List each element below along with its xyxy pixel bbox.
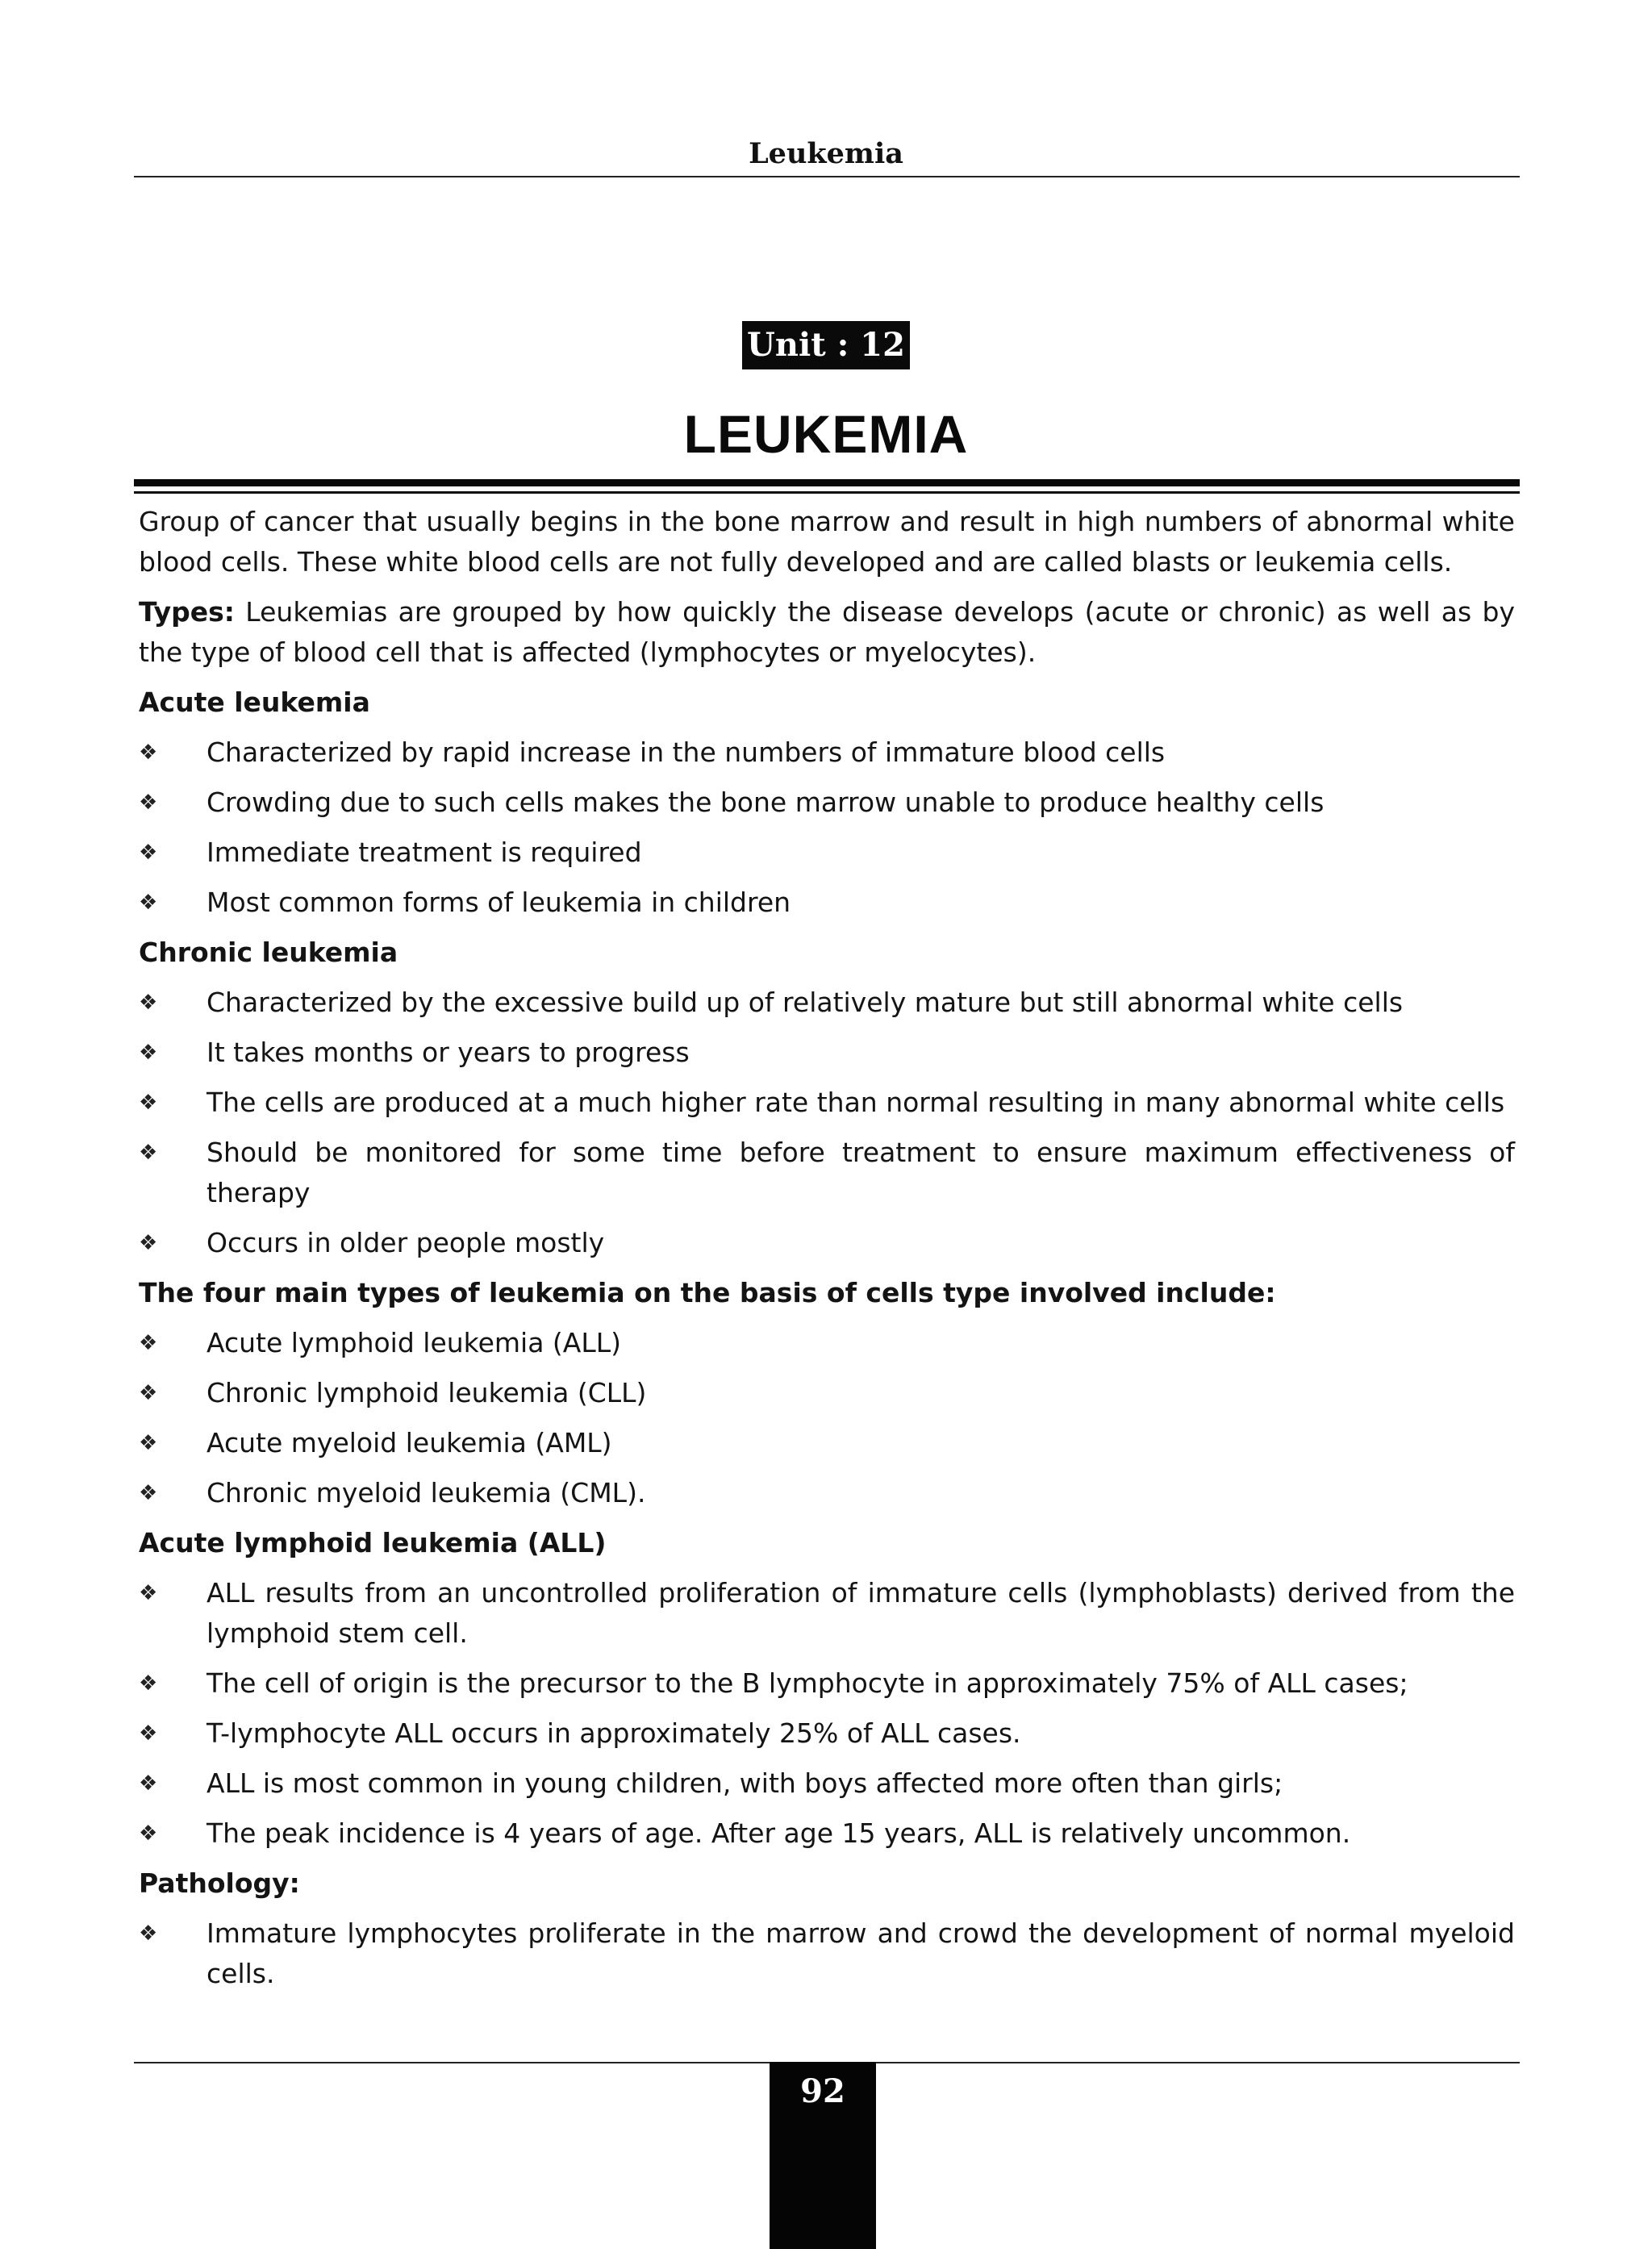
list-item <box>139 1083 1515 1123</box>
diamond-bullet-icon: ❖ <box>139 741 158 765</box>
section-pathology <box>139 1863 1515 1994</box>
bullet-list <box>139 1573 1515 1854</box>
section-heading: Chronic leukemia <box>139 937 398 968</box>
list-item <box>139 832 1515 873</box>
list-item <box>139 983 1515 1023</box>
diamond-bullet-icon: ❖ <box>139 1381 158 1405</box>
diamond-bullet-icon: ❖ <box>139 1431 158 1455</box>
list-item <box>139 1323 1515 1363</box>
bullet-list <box>139 1913 1515 1994</box>
list-item <box>139 1133 1515 1213</box>
diamond-bullet-icon: ❖ <box>139 1821 158 1846</box>
bullet-list <box>139 1323 1515 1513</box>
section-heading: Pathology: <box>139 1867 300 1899</box>
list-item <box>139 1573 1515 1654</box>
list-item-text: Acute lymphoid leukemia (ALL) <box>206 1327 622 1358</box>
list-item-text: The peak incidence is 4 years of age. After age 15 years, ALL is relatively uncommon. <box>206 1817 1351 1849</box>
diamond-bullet-icon: ❖ <box>139 1921 158 1946</box>
page-title: LEUKEMIA <box>683 404 969 464</box>
list-item <box>139 1813 1515 1854</box>
list-item-text: Characterized by rapid increase in the numbers of immature blood cells <box>206 736 1166 768</box>
section-acute-lymphoid-leukemia <box>139 1523 1515 1854</box>
diamond-bullet-icon: ❖ <box>139 891 158 915</box>
diamond-bullet-icon: ❖ <box>139 1231 158 1255</box>
list-item-text: Immediate treatment is required <box>206 837 642 868</box>
diamond-bullet-icon: ❖ <box>139 1331 158 1355</box>
diamond-bullet-icon: ❖ <box>139 1671 158 1696</box>
body-content <box>139 502 1515 2004</box>
diamond-bullet-icon: ❖ <box>139 1091 158 1115</box>
list-item-text: Occurs in older people mostly <box>206 1227 605 1258</box>
list-item-text: Characterized by the excessive build up of relatively mature but still abnormal white cells <box>206 987 1404 1018</box>
diamond-bullet-icon: ❖ <box>139 1141 158 1165</box>
section-chronic-leukemia <box>139 933 1515 1263</box>
diamond-bullet-icon: ❖ <box>139 1481 158 1505</box>
list-item-text: Acute myeloid leukemia (AML) <box>206 1427 612 1458</box>
diamond-bullet-icon: ❖ <box>139 1041 158 1065</box>
types-paragraph <box>139 592 1515 673</box>
diamond-bullet-icon: ❖ <box>139 1771 158 1796</box>
types-text: Leukemias are grouped by how quickly the disease develops (acute or chronic) as well as by the type of blood cell that is affected (lymphocytes or myelocytes). <box>139 596 1515 668</box>
list-item-text: Should be monitored for some time before treatment to ensure maximum effectiveness of therapy <box>206 1137 1515 1208</box>
list-item <box>139 782 1515 823</box>
diamond-bullet-icon: ❖ <box>139 991 158 1015</box>
section-main-types <box>139 1273 1515 1513</box>
list-item <box>139 732 1515 773</box>
title-rule-thin <box>134 491 1520 494</box>
unit-label-wrapper <box>0 321 1652 369</box>
list-item-text: Most common forms of leukemia in children <box>206 887 791 918</box>
list-item-text: Chronic myeloid leukemia (CML). <box>206 1477 646 1508</box>
header-rule <box>134 176 1520 177</box>
list-item <box>139 1473 1515 1513</box>
list-item-text: Crowding due to such cells makes the bone marrow unable to produce healthy cells <box>206 787 1325 818</box>
list-item <box>139 1713 1515 1754</box>
running-header: Leukemia <box>749 137 903 170</box>
list-item-text: The cell of origin is the precursor to the B lymphocyte in approximately 75% of ALL cases; <box>206 1667 1408 1699</box>
list-item-text: T-lymphocyte ALL occurs in approximately 25% of ALL cases. <box>206 1717 1021 1749</box>
list-item <box>139 882 1515 923</box>
list-item-text: Immature lymphocytes proliferate in the marrow and crowd the development of normal myeloid cells. <box>206 1917 1515 1989</box>
unit-badge: Unit : 12 <box>742 321 910 369</box>
diamond-bullet-icon: ❖ <box>139 841 158 865</box>
diamond-bullet-icon: ❖ <box>139 1721 158 1746</box>
list-item <box>139 1663 1515 1704</box>
section-heading: The four main types of leukemia on the basis of cells type involved include: <box>139 1277 1276 1308</box>
list-item-text: The cells are produced at a much higher rate than normal resulting in many abnormal white cells <box>206 1087 1505 1118</box>
section-acute-leukemia <box>139 682 1515 923</box>
list-item <box>139 1763 1515 1804</box>
list-item <box>139 1373 1515 1413</box>
list-item-text: It takes months or years to progress <box>206 1037 690 1068</box>
list-item <box>139 1033 1515 1073</box>
diamond-bullet-icon: ❖ <box>139 1581 158 1605</box>
list-item-text: ALL is most common in young children, with boys affected more often than girls; <box>206 1767 1283 1799</box>
page-number: 92 <box>800 2072 845 2110</box>
list-item-text: ALL results from an uncontrolled proliferation of immature cells (lymphoblasts) derived from the lymphoid stem cell. <box>206 1577 1515 1649</box>
bullet-list <box>139 983 1515 1263</box>
list-item <box>139 1223 1515 1263</box>
list-item <box>139 1423 1515 1463</box>
bullet-list <box>139 732 1515 923</box>
types-label: Types: <box>139 596 235 628</box>
list-item <box>139 1913 1515 1994</box>
intro-paragraph: Group of cancer that usually begins in the bone marrow and result in high numbers of abnormal white blood cells. These white blood cells are not fully developed and are called blasts or leukemia cells. <box>139 506 1515 578</box>
list-item-text: Chronic lymphoid leukemia (CLL) <box>206 1377 647 1408</box>
section-heading: Acute leukemia <box>139 686 370 718</box>
title-rule-thick <box>134 479 1520 486</box>
diamond-bullet-icon: ❖ <box>139 791 158 815</box>
section-heading: Acute lymphoid leukemia (ALL) <box>139 1527 607 1558</box>
